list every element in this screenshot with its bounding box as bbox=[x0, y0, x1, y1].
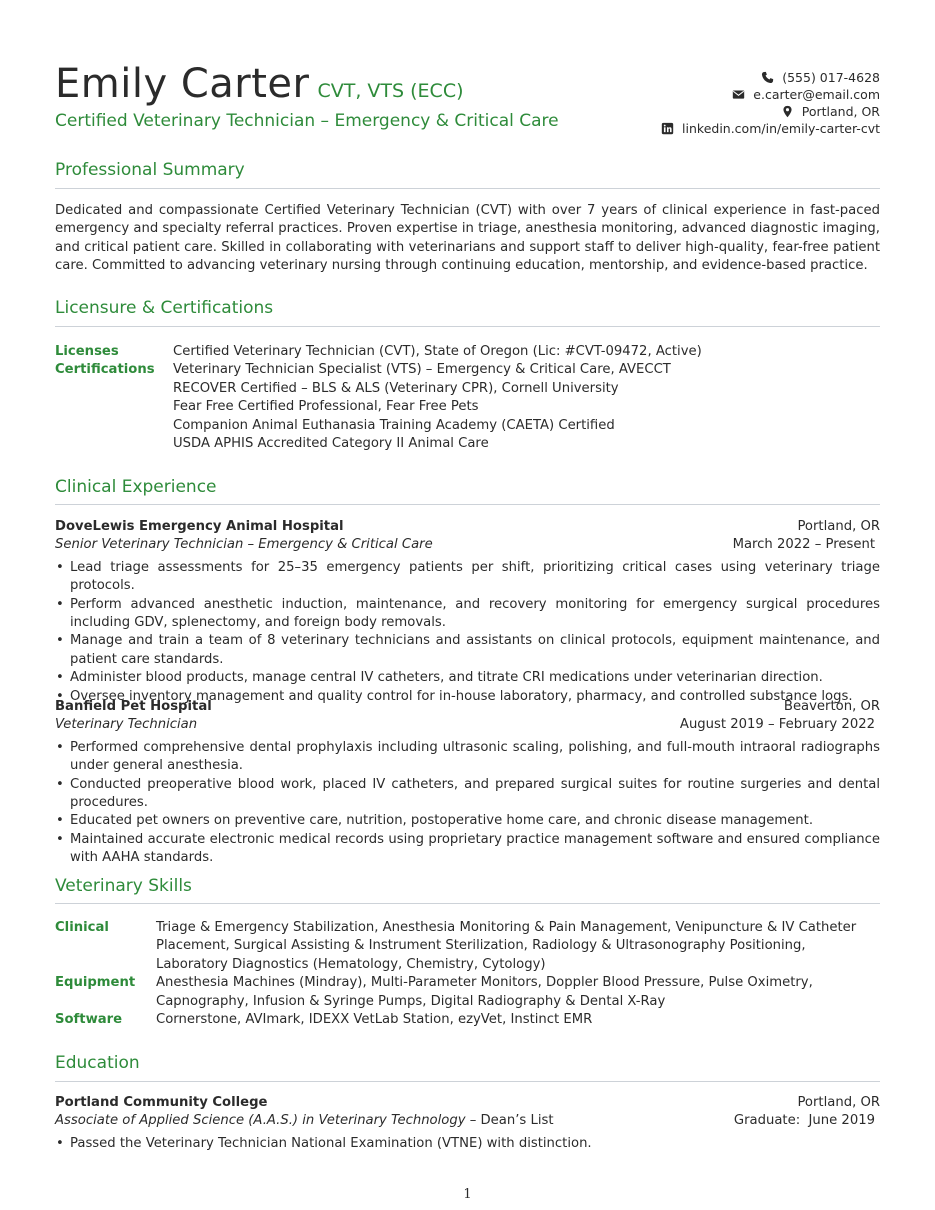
job-bullets bbox=[55, 739, 880, 868]
list-item: • Administer blood products, manage central IV catheters, and titrate CRI medications under veterinarian direction. bbox=[55, 669, 880, 687]
skills-row bbox=[55, 974, 880, 1011]
section-divider bbox=[55, 188, 880, 189]
licensure-heading: Licensure & Certifications bbox=[55, 298, 274, 318]
section-divider bbox=[55, 326, 880, 327]
phone-text: (555) 017-4628 bbox=[782, 70, 880, 85]
education-bullets bbox=[55, 1135, 880, 1153]
licenses-label: Licenses bbox=[55, 344, 119, 359]
skills-label: Software bbox=[55, 1012, 123, 1028]
contact-email[interactable] bbox=[661, 86, 880, 103]
certification-item: Veterinary Technician Specialist (VTS) – Emergency & Critical Care, AVECCT bbox=[173, 362, 671, 378]
skills-label: Clinical bbox=[55, 920, 109, 935]
skills-row bbox=[55, 919, 880, 974]
list-item: • Educated pet owners on preventive care, nutrition, postoperative home care, and chronic disease management. bbox=[55, 812, 880, 830]
linkedin-link[interactable]: linkedin.com/in/emily-carter-cvt bbox=[682, 121, 880, 136]
education-entry bbox=[55, 1094, 880, 1153]
skills-text: Cornerstone, AVImark, IDEXX VetLab Station, ezyVet, Instinct EMR bbox=[156, 1012, 593, 1028]
school-location: Portland, OR bbox=[797, 1095, 880, 1110]
list-item: • Maintained accurate electronic medical records using proprietary practice management software and ensured compliance with AAHA standards. bbox=[55, 831, 880, 868]
certifications-label: Certifications bbox=[55, 362, 155, 378]
job-dates: March 2022 – Present bbox=[732, 537, 875, 553]
licensure-list bbox=[55, 343, 880, 453]
skills-heading: Veterinary Skills bbox=[55, 876, 192, 896]
list-item: • Lead triage assessments for 25–35 emergency patients per shift, prioritizing critical cases using veterinary triage protocols. bbox=[55, 559, 880, 596]
degree-name: Associate of Applied Science (A.A.S.) in Veterinary Technology bbox=[55, 1113, 466, 1129]
summary-heading: Professional Summary bbox=[55, 160, 245, 180]
licenses-row bbox=[55, 343, 880, 361]
list-item: • Performed comprehensive dental prophylaxis including ultrasonic scaling, polishing, and full-mouth intraoral radiographs under general anesthesia. bbox=[55, 739, 880, 776]
certification-item: RECOVER Certified – BLS & ALS (Veterinary CPR), Cornell University bbox=[173, 380, 619, 396]
contact-location bbox=[661, 103, 880, 120]
location-text: Portland, OR bbox=[801, 104, 880, 119]
graduation-date: Graduate: June 2019 bbox=[733, 1113, 875, 1129]
job-bullets bbox=[55, 559, 880, 706]
job-entry bbox=[55, 518, 880, 706]
education-heading: Education bbox=[55, 1053, 140, 1073]
list-item: • Passed the Veterinary Technician National Examination (VTNE) with distinction. bbox=[55, 1135, 880, 1153]
job-role: Veterinary Technician bbox=[55, 717, 198, 733]
envelope-icon bbox=[732, 88, 745, 101]
summary-text: Dedicated and compassionate Certified Veterinary Technician (CVT) with over 7 years of clinical experience in fast-paced emergency and specialty referral practices. Proven expertise in triage, anesthesia monitoring, advanced diagnostic imaging, and critical patient care. Skilled in collaborating with veterinarians and support staff to deliver high-quality, fear-free patient care. Committed to advancing veterinary nursing through continuing education, mentorship, and evidence-based practice. bbox=[55, 203, 880, 274]
job-location: Portland, OR bbox=[797, 519, 880, 534]
list-item: • Perform advanced anesthetic induction, maintenance, and recovery monitoring for emergency surgical procedures including GDV, splenectomy, and foreign body removals. bbox=[55, 596, 880, 633]
contact-linkedin[interactable] bbox=[661, 120, 880, 137]
list-item: • Manage and train a team of 8 veterinary technicians and assistants on clinical protocols, equipment maintenance, and patient care standards. bbox=[55, 632, 880, 669]
section-divider bbox=[55, 504, 880, 505]
job-entry bbox=[55, 698, 880, 868]
degree-honor: – Dean’s List bbox=[465, 1113, 554, 1129]
experience-heading: Clinical Experience bbox=[55, 477, 217, 497]
skills-list bbox=[55, 919, 880, 1029]
section-divider bbox=[55, 903, 880, 904]
contact-block bbox=[661, 69, 880, 137]
employer-name: DoveLewis Emergency Animal Hospital bbox=[55, 519, 344, 534]
list-item: • Conducted preoperative blood work, placed IV catheters, and prepared surgical suites for routine surgeries and dental procedures. bbox=[55, 776, 880, 813]
resume-header bbox=[55, 60, 559, 131]
page-number: 1 bbox=[463, 1187, 472, 1202]
list-item: • Oversee inventory management and quality control for in-house laboratory, pharmacy, and controlled substance logs. bbox=[55, 688, 880, 706]
license-item: Certified Veterinary Technician (CVT), State of Oregon (Lic: #CVT-09472, Active) bbox=[173, 344, 702, 359]
skills-text: Anesthesia Machines (Mindray), Multi-Parameter Monitors, Doppler Blood Pressure, Pulse Oximetry, Capnography, Infusion & Syringe Pumps, Digital Radiography & Dental X-Ray bbox=[156, 975, 813, 1009]
candidate-name: Emily Carter bbox=[55, 61, 310, 107]
certifications-row bbox=[55, 361, 880, 453]
school-name: Portland Community College bbox=[55, 1095, 268, 1110]
skills-label: Equipment bbox=[55, 975, 136, 991]
employer-name: Banfield Pet Hospital bbox=[55, 699, 212, 714]
skills-text: Triage & Emergency Stabilization, Anesthesia Monitoring & Pain Management, Venipuncture & IV Catheter Placement, Surgical Assisting & Instrument Sterilization, Radiology & Ultrasonography Positioning, Laboratory Diagnostics (Hematology, Chemistry, Cytology) bbox=[156, 920, 857, 972]
job-dates: August 2019 – February 2022 bbox=[679, 717, 875, 733]
job-location: Beaverton, OR bbox=[783, 699, 880, 714]
phone-icon bbox=[761, 71, 774, 84]
skills-row bbox=[55, 1011, 880, 1029]
section-divider bbox=[55, 1081, 880, 1082]
candidate-credentials: CVT, VTS (ECC) bbox=[317, 80, 464, 102]
candidate-title: Certified Veterinary Technician – Emergency & Critical Care bbox=[55, 111, 559, 131]
job-role: Senior Veterinary Technician – Emergency & Critical Care bbox=[55, 537, 433, 553]
email-link[interactable]: e.carter@email.com bbox=[753, 87, 880, 102]
map-pin-icon bbox=[781, 105, 794, 118]
linkedin-icon bbox=[661, 122, 674, 135]
certification-item: USDA APHIS Accredited Category II Animal Care bbox=[173, 436, 489, 452]
certification-item: Fear Free Certified Professional, Fear Free Pets bbox=[173, 399, 479, 415]
contact-phone bbox=[661, 69, 880, 86]
certification-item: Companion Animal Euthanasia Training Academy (CAETA) Certified bbox=[173, 417, 615, 433]
